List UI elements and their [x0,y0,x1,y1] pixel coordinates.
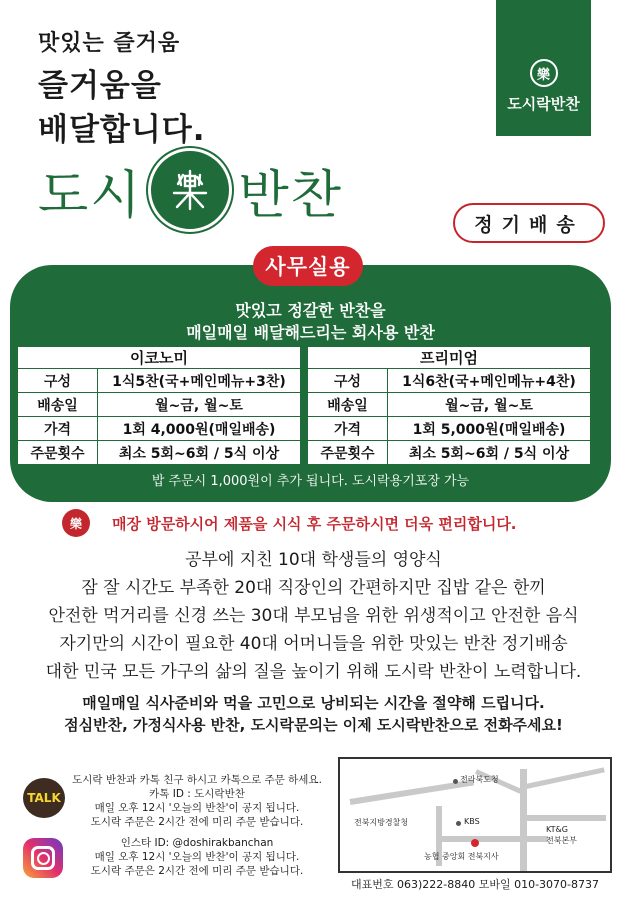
brand-logo-icon: 樂 [530,59,558,87]
map-road [438,836,548,842]
kakao-line: 도시락 주문은 2시간 전에 미리 주문 받습니다. [90,816,304,828]
brand-text-left: 도시 [38,165,143,226]
headline-line-2: 배달합니다. [38,112,206,148]
brand-logo [38,150,343,230]
body-copy [0,546,627,686]
row-label: 배송일 [18,393,98,417]
map-marker [456,821,461,826]
closing-line-2: 점심반찬, 가정식사용 반찬, 도시락문의는 이제 도시락반찬으로 전화주세요! [64,716,563,734]
row-label: 구성 [18,369,98,393]
map-label-nonghyup: 농협 중앙회 전북지사 [424,852,499,861]
phone-numbers: 대표번호 063)222-8840 모바일 010-3070-8737 [350,878,600,891]
body-line: 자기만의 시간이 필요한 40대 어머니들을 위한 맛있는 반찬 정기배송 [59,634,568,654]
badge-text: 도시락반찬 [507,95,580,113]
brand-text-right: 반찬 [238,165,343,226]
kakao-line: 도시락 반찬과 카톡 친구 하시고 카톡으로 주문 하세요. [72,774,322,786]
row-value: 최소 5회~6회 / 5식 이상 [388,441,591,465]
insta-line: 도시락 주문은 2시간 전에 미리 주문 받습니다. [90,865,304,877]
body-line: 공부에 지친 10대 학생들의 영양식 [185,550,442,570]
map-label-province-office: 전라북도청 [460,775,499,784]
kakao-contact [72,773,322,829]
brand-emblem-icon [148,148,232,232]
kakao-line: 카톡 ID : 도시락반찬 [149,788,245,800]
tasting-notice [62,508,517,538]
office-desc-2: 매일매일 배달해드리는 회사용 반찬 [186,323,435,342]
kakaotalk-icon: TALK [23,778,65,818]
plan-name: 이코노미 [18,347,301,369]
plan-table-premium [307,346,591,465]
row-value: 1회 4,000원(매일배송) [98,417,301,441]
regular-delivery-tag: 정기배송 [453,203,605,243]
table-row [308,393,591,417]
row-label: 가격 [18,417,98,441]
insta-line: 매일 오후 12시 '오늘의 반찬'이 공지 됩니다. [94,851,300,863]
corner-brand-badge [496,0,591,136]
map-label-ktg: KT&G [546,825,568,834]
map-road [525,767,604,789]
table-row [308,369,591,393]
kakao-line: 매일 오후 12시 '오늘의 반찬'이 공지 됩니다. [94,802,300,814]
row-label: 배송일 [308,393,388,417]
table-row [18,369,301,393]
tagline: 맛있는 즐거움 [38,31,181,56]
row-label: 주문횟수 [18,441,98,465]
location-map [338,757,612,873]
office-desc-1: 맛있고 정갈한 반찬을 [235,301,386,320]
map-road [526,815,606,821]
location-pin-icon [471,839,479,847]
brand-logo-red-icon: 樂 [62,509,90,537]
row-value: 1식5찬(국+메인메뉴+3찬) [98,369,301,393]
map-marker [453,779,458,784]
row-value: 월~금, 월~토 [388,393,591,417]
table-row [18,441,301,465]
table-row [18,417,301,441]
row-value: 최소 5회~6회 / 5식 이상 [98,441,301,465]
body-line: 잠 잘 시간도 부족한 20대 직장인의 간편하지만 집밥 같은 한끼 [81,578,546,598]
closing-line-1: 매일매일 식사준비와 먹을 고민으로 낭비되는 시간을 절약해 드립니다. [82,694,545,712]
row-label: 주문횟수 [308,441,388,465]
tasting-text: 매장 방문하시어 제품을 시식 후 주문하시면 더욱 편리합니다. [112,514,517,533]
map-label-police: 전북지방경찰청 [354,818,409,827]
map-label-ktg-branch: 전북본부 [546,836,577,845]
headline-line-1: 즐거움을 [38,68,162,104]
body-line: 안전한 먹거리를 신경 쓰는 30대 부모님을 위한 위생적이고 안전한 음식 [48,606,579,626]
row-value: 1식6찬(국+메인메뉴+4찬) [388,369,591,393]
closing-copy [0,692,627,736]
rice-note: 밥 주문시 1,000원이 추가 됩니다. 도시락용기포장 가능 [151,474,470,489]
office-use-tag: 사무실용 [253,246,363,286]
row-value: 월~금, 월~토 [98,393,301,417]
insta-line: 인스타 ID: @doshirakbanchan [120,837,274,849]
table-row [18,393,301,417]
map-label-kbs: KBS [464,817,480,826]
instagram-icon [23,838,63,878]
row-label: 가격 [308,417,388,441]
row-label: 구성 [308,369,388,393]
table-row [308,441,591,465]
plan-name: 프리미엄 [308,347,591,369]
body-line: 대한 민국 모든 가구의 삶의 질을 높이기 위해 도시락 반찬이 노력합니다. [45,662,582,682]
table-row [308,417,591,441]
row-value: 1회 5,000원(매일배송) [388,417,591,441]
instagram-contact [72,836,322,878]
plan-table-economy [17,346,301,465]
headline [38,64,206,152]
